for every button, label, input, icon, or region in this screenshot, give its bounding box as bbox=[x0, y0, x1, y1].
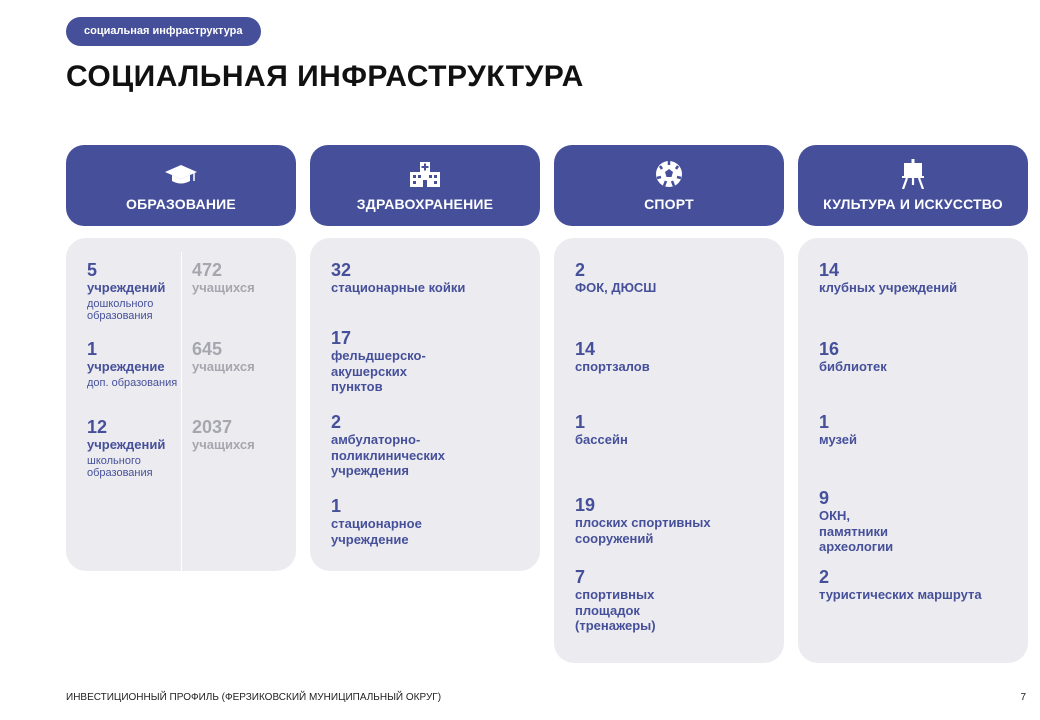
stat-sublabel: дошкольного образования bbox=[87, 297, 154, 322]
stat-label: музей bbox=[819, 432, 858, 447]
stat-label: стационарные койки bbox=[331, 280, 466, 295]
stat-label: амбулаторно-поликлинических учреждения bbox=[331, 432, 446, 478]
section-tag: социальная инфраструктура bbox=[66, 17, 261, 46]
page-title: СОЦИАЛЬНАЯ ИНФРАСТРУКТУРА bbox=[66, 60, 584, 93]
education-stat bbox=[87, 260, 181, 323]
stat-sublabel: школьного образования bbox=[87, 454, 153, 479]
stat-label: спортзалов bbox=[575, 359, 650, 374]
students-label: учащихся bbox=[192, 280, 255, 295]
stat-label: учреждений bbox=[87, 280, 166, 295]
category-header-health bbox=[310, 145, 540, 226]
category-label: ЗДРАВОХРАНЕНИЕ bbox=[356, 196, 494, 212]
stat-number: 14 bbox=[819, 260, 840, 280]
sport-stat bbox=[575, 412, 765, 448]
stat-number: 17 bbox=[331, 328, 352, 348]
column-divider bbox=[181, 252, 182, 571]
stat-sublabel: доп. образования bbox=[87, 376, 178, 389]
stat-number: 16 bbox=[819, 339, 840, 359]
stat-number: 2 bbox=[331, 412, 342, 432]
students-number: 645 bbox=[192, 339, 223, 359]
stat-number: 19 bbox=[575, 495, 596, 515]
stat-label: спортивных площадок (тренажеры) bbox=[575, 587, 656, 633]
health-stat bbox=[331, 496, 471, 547]
education-stat bbox=[87, 417, 181, 480]
category-header-education bbox=[66, 145, 296, 226]
health-card bbox=[310, 238, 540, 571]
students-number: 472 bbox=[192, 260, 223, 280]
culture-card bbox=[798, 238, 1028, 663]
stat-label: библиотек bbox=[819, 359, 887, 374]
culture-stat bbox=[819, 412, 1014, 448]
stat-number: 12 bbox=[87, 417, 108, 437]
health-stat bbox=[331, 328, 461, 395]
category-header-sport bbox=[554, 145, 784, 226]
stat-label: плоских спортивных сооружений bbox=[575, 515, 711, 546]
footer-text: ИНВЕСТИЦИОННЫЙ ПРОФИЛЬ (ФЕРЗИКОВСКИЙ МУНИЦИПАЛЬНЫЙ ОКРУГ) bbox=[66, 692, 442, 703]
culture-stat bbox=[819, 339, 1014, 375]
culture-stat bbox=[819, 567, 1019, 603]
sport-stat bbox=[575, 260, 765, 296]
stat-label: ФОК, ДЮСШ bbox=[575, 280, 657, 295]
students-stat bbox=[192, 417, 255, 453]
stat-number: 32 bbox=[331, 260, 352, 280]
graduation-cap-icon bbox=[163, 159, 199, 189]
education-stat bbox=[87, 339, 181, 389]
stat-number: 7 bbox=[575, 567, 586, 587]
stat-label: клубных учреждений bbox=[819, 280, 958, 295]
sport-stat bbox=[575, 567, 685, 634]
students-label: учащихся bbox=[192, 437, 255, 452]
stat-label: фельдшерско-акушерских пунктов bbox=[331, 348, 426, 394]
category-label: ОБРАЗОВАНИЕ bbox=[126, 196, 236, 212]
culture-stat bbox=[819, 488, 919, 555]
stat-number: 14 bbox=[575, 339, 596, 359]
health-stat bbox=[331, 412, 471, 479]
stat-number: 1 bbox=[331, 496, 342, 516]
stat-number: 1 bbox=[575, 412, 586, 432]
stat-number: 2 bbox=[819, 567, 830, 587]
students-number: 2037 bbox=[192, 417, 233, 437]
stat-label: туристических маршрута bbox=[819, 587, 982, 602]
sport-stat bbox=[575, 339, 765, 375]
stat-number: 1 bbox=[87, 339, 98, 359]
culture-stat bbox=[819, 260, 1014, 296]
stat-number: 9 bbox=[819, 488, 830, 508]
stat-label: учреждений bbox=[87, 437, 166, 452]
students-label: учащихся bbox=[192, 359, 255, 374]
category-header-culture bbox=[798, 145, 1028, 226]
students-stat bbox=[192, 339, 255, 375]
category-label: КУЛЬТУРА И ИСКУССТВО bbox=[823, 196, 1003, 212]
stat-number: 5 bbox=[87, 260, 98, 280]
stat-label: учреждение bbox=[87, 359, 165, 374]
page-number: 7 bbox=[1020, 692, 1026, 703]
students-stat bbox=[192, 260, 255, 296]
stat-label: бассейн bbox=[575, 432, 628, 447]
sport-card bbox=[554, 238, 784, 663]
soccer-ball-icon bbox=[651, 159, 687, 189]
category-label: СПОРТ bbox=[644, 196, 694, 212]
hospital-icon bbox=[407, 159, 443, 189]
easel-icon bbox=[895, 159, 931, 189]
stat-label: ОКН, памятники археологии bbox=[819, 508, 894, 554]
stat-number: 2 bbox=[575, 260, 586, 280]
health-stat bbox=[331, 260, 481, 296]
sport-stat bbox=[575, 495, 735, 546]
stat-number: 1 bbox=[819, 412, 830, 432]
education-card bbox=[66, 238, 296, 571]
stat-label: стационарное учреждение bbox=[331, 516, 422, 547]
